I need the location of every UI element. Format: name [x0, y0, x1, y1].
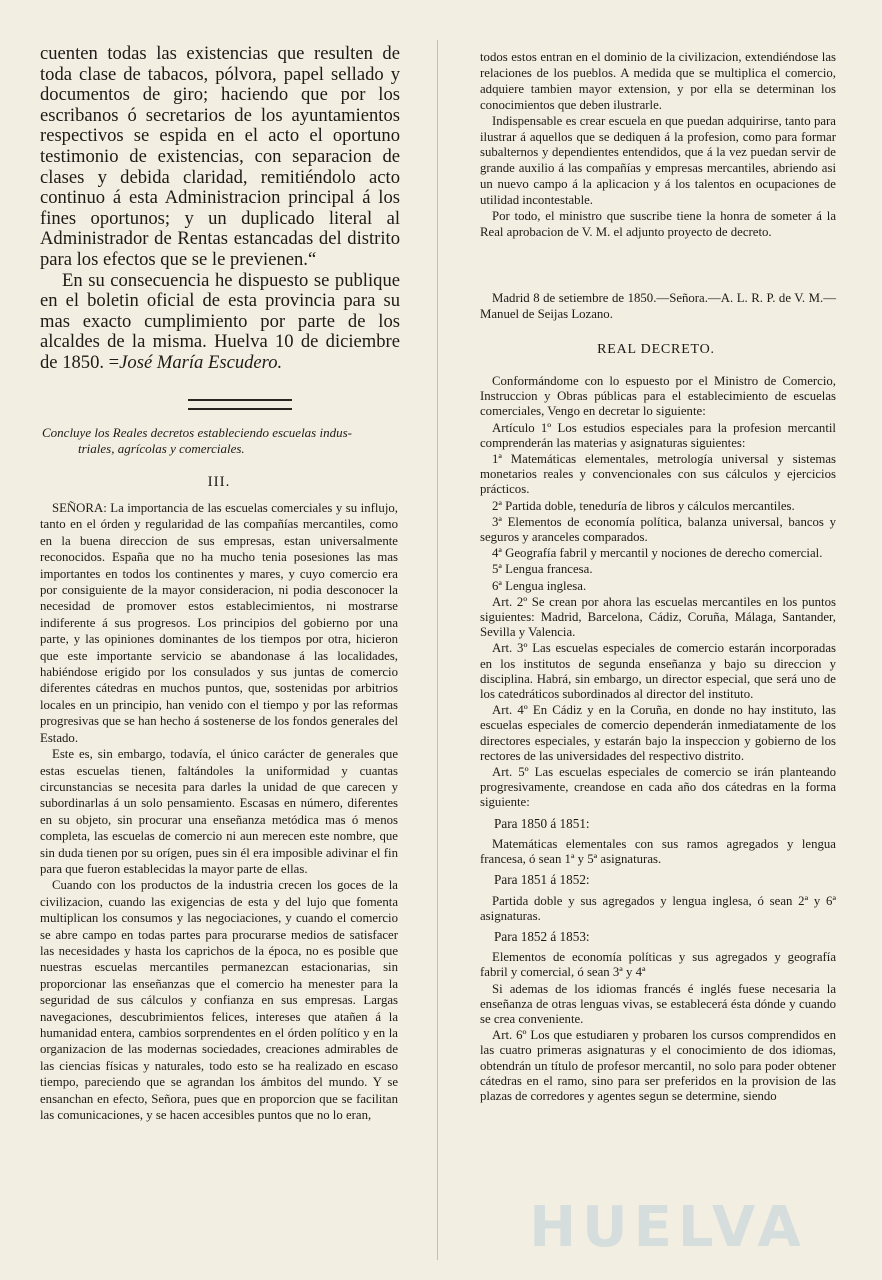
- subject-item: 6ª Lengua inglesa.: [492, 578, 587, 593]
- section-number: III.: [207, 474, 231, 490]
- paragraph: Por todo, el ministro que suscribe tiene la honra de someter á la Real aprobacion de V. M. el adjunto proyecto de decreto.: [480, 209, 836, 239]
- section-divider: [188, 399, 292, 410]
- date-signature-line: Madrid 8 de setiembre de 1850.—Señora.—A. L. R. P. de V. M.—Manuel de Seijas Lozano.: [480, 291, 836, 322]
- paragraph: todos estos entran en el dominio de la civilizacion, extendiéndose las relaciones de los pueblos. A medida que se multiplica el comercio, adquiere tambien mayor extension, y por ella se determinan los conocimientos que deben ilustrarle.: [480, 50, 836, 112]
- paragraph: [40, 271, 400, 374]
- signature: José María Escudero.: [119, 351, 283, 373]
- intro-note-line: triales, agrícolas y comerciales.: [78, 440, 245, 456]
- schedule-content: Matemáticas elementales con sus ramos agregados y lengua francesa, ó sean 1ª y 5ª asignaturas.: [480, 836, 836, 867]
- intro-note: [42, 425, 398, 456]
- paragraph: Este es, sin embargo, todavía, el único carácter de generales que estas escuelas tienen, faltándoles la uniformidad y cuantas circunstancias se necesita para darles la unidad de que carecen y subordinarlas á un solo pensamiento. Escasas en número, diferentes en su objeto, sin procurar una enseñanza metódica mas ó menos completa, las escuelas de comercio ni aun merecen este nombre, que sin duda tienen por su orígen, pues sin él era imposible adivinar el fin para que fueron establecidas la mayor parte de ellas.: [40, 747, 398, 876]
- schedule-period: Para 1852 á 1853:: [494, 928, 590, 944]
- schedule-period: Para 1851 á 1852:: [494, 872, 590, 888]
- right-top-text: [480, 50, 836, 241]
- subject-item: 2ª Partida doble, teneduría de libros y cálculos mercantiles.: [492, 498, 795, 513]
- schedule-period: Para 1850 á 1851:: [494, 815, 590, 831]
- subject-item: 5ª Lengua francesa.: [492, 562, 593, 577]
- left-column: [38, 0, 400, 1280]
- article: Art. 6º Los que estudiaren y probaren los cursos comprendidos en las cuatro primeras asignaturas y el conocimiento de dos idiomas, obtendrán un título de profesor mercantil, no solo para poder obtener cátedras en el ramo, sino para ser preferidos en la provision de las plazas de corredores y agentes segun se determine, siendo: [480, 1028, 836, 1103]
- article: Artículo 1º Los estudios especiales para la profesion mercantil comprenderán las materias y asignaturas siguientes:: [480, 420, 836, 450]
- article: Art. 4º En Cádiz y en la Coruña, en donde no hay instituto, las escuelas especiales de comercio dependerán inmediatamente de los directores especiales, y estarán bajo la inspeccion y gobierno de los rectores de las universidades del respectivo distrito.: [480, 703, 836, 763]
- column-rule: [437, 40, 438, 1260]
- library-watermark: HUELVA: [529, 1194, 807, 1260]
- publication-order-text: En su consecuencia he dispuesto se publique en el boletin oficial de esta provincia para su mas exacto cumplimiento por parte de los alcaldes de la misma. Huelva 10 de diciembre de 1850. =: [40, 269, 400, 373]
- left-body-text: [40, 500, 398, 1123]
- intro-note-line: Concluye los Reales decretos estableciendo escuelas indus-: [42, 425, 352, 440]
- article: Art. 2º Se crean por ahora las escuelas mercantiles en los puntos siguientes: Madrid, Barcelona, Cádiz, Coruña, Málaga, Santander, Sevilla y Valencia.: [480, 594, 836, 640]
- schedule-content: Partida doble y sus agregados y lengua inglesa, ó sean 2ª y 6ª asignaturas.: [480, 893, 836, 923]
- subject-item: 1ª Matemáticas elementales, metrología universal y sistemas monetarios reales y convencionales con sus cálculos y ejercicios prácticos.: [480, 452, 836, 497]
- subject-item: 3ª Elementos de economía política, balanza universal, bancos y seguros y aranceles comparados.: [480, 514, 836, 545]
- decree-title: REAL DECRETO.: [597, 342, 715, 357]
- schedule-content: Elementos de economía políticas y sus agregados y geografía fabril y comercial, ó sean 3ª y 4ª: [480, 950, 836, 980]
- paragraph: cuenten todas las existencias que resulten de toda clase de tabacos, pólvora, papel sellado y documentos de giro; haciendo que por los escribanos ó secretarios de los ayuntamientos respectivos se espida en el acto el oportuno testimonio de existencias, con separacion de clases y debida claridad, remitiéndolo acto continuo á esta Administracion principal á los fines oportunos; y un duplicado literal al Administrador de Rentas estancadas del distrito para los efectos que se le previenen.“: [40, 43, 400, 270]
- paragraph: Indispensable es crear escuela en que puedan adquirirse, tanto para ilustrar á aquellos que se dediquen á la profesion, como para formar subalternos y dependientes entendidos, que á la vez puedan servir de grande auxilio á las compañías y empresas mercantiles, abriendo asi un nuevo campo á la aplicacion y á los talentos en ocupaciones de utilidad incontestable.: [480, 113, 836, 208]
- paragraph: Si ademas de los idiomas francés é inglés fuese necesaria la enseñanza de otras lenguas vivas, se establecerá ésta dónde y cuando se crea conveniente.: [480, 981, 836, 1026]
- subject-item: 4ª Geografía fabril y mercantil y nociones de derecho comercial.: [492, 546, 823, 561]
- left-top-text: [40, 44, 400, 374]
- article: Art. 3º Las escuelas especiales de comercio estarán incorporadas en los institutos de segunda enseñanza y bajo su direccion y disciplina. Habrá, sin embargo, un director especial, que será uno de los catedráticos subordinados al director del instituto.: [480, 641, 836, 702]
- article: Art. 5º Las escuelas especiales de comercio se irán planteando progresivamente, creandose en cada año dos cátedras en la forma siguiente:: [480, 765, 836, 810]
- paragraph: Conformándome con lo espuesto por el Ministro de Comercio, Instruccion y Obras públicas para el establecimiento de escuelas comerciales, Vengo en decretar lo siguiente:: [480, 374, 836, 419]
- paragraph: SEÑORA: La importancia de las escuelas comerciales y su influjo, tanto en el órden y regularidad de las compañías mercantiles, como en la buena direccion de sus empresas, estan universalmente reconocidos. España que no ha mucho tenia posesiones las mas importantes en todos los continentes y mares, y cuyo comercio era por consiguiente de la mayor consideracion, ni podia desconocer la necesidad de promover estos establecimientos, ni mostrarse indiferente á sus progresos. Los principios del gobierno por una parte, y las opiniones dominantes de los tiempos por otra, hicieron que este importante servicio se abandonase á las localidades, habiéndose erigido por los consulados y sus juntas de comercio diferentes cátedras en muchos puntos, que, sostenidas por arbitrios locales en un principio, han venido con el tiempo y por las reformas progresivas que se han hecho á sostenerse de los fondos generales del Estado.: [40, 501, 398, 745]
- paragraph: Cuando con los productos de la industria crecen los goces de la civilizacion, cuando las exigencias de esta y del lujo que fomenta multiplican los consumos y las negociaciones, y cuando el comercio se abre campo en todas partes para procurarse medios de satisfacer las necesidades y hasta los caprichos de la época, no es posible que nuestras escuelas mercantiles permanezcan estacionarias, sin proporcionar las enseñanzas que el comercio ha menester para la seguridad de sus cálculos y confianza en sus empresas. Largas navegaciones, descubrimientos felices, intereses que atañen á la humanidad entera, cambios sorprendentes en el órden político y en la organizacion de las modernas sociedades, creaciones admirables de las ciencias físicas y naturales, todo esto se ha realizado en escaso tiempo, pareciendo que se agrandan los ámbitos del mundo. Y se ensanchan en efecto, Señora, pues que en proporcion que se facilitan las comunicaciones, y se hacen accesibles puntos que no lo eran,: [40, 878, 398, 1123]
- decree-text: [480, 374, 836, 1105]
- right-column: [476, 0, 836, 1280]
